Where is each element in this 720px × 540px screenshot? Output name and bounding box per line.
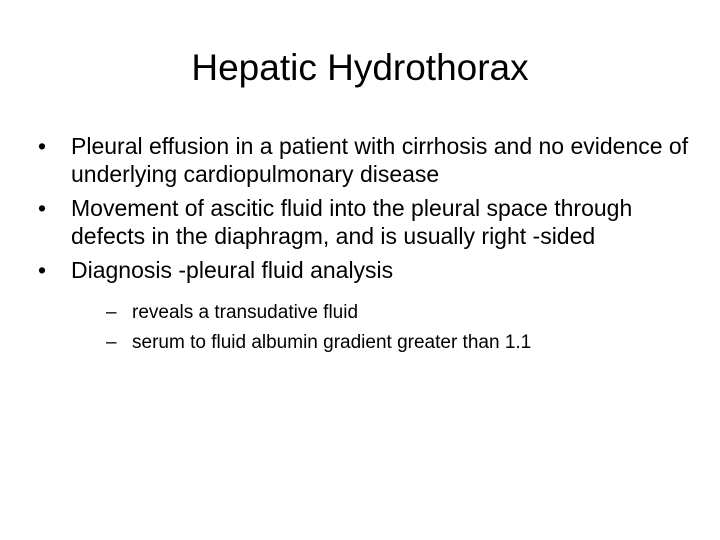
slide-title: Hepatic Hydrothorax (191, 47, 529, 88)
sub-bullet-text: reveals a transudative fluid (132, 302, 359, 323)
bullet-marker: • (38, 195, 47, 221)
bullet-item (36, 256, 696, 358)
sub-bullet-item (71, 298, 696, 328)
sub-bullet-marker: – (106, 332, 117, 353)
bullet-marker: • (38, 133, 47, 159)
sub-bullet-item (71, 328, 696, 358)
sub-bullet-list (71, 298, 696, 358)
sub-bullet-marker: – (106, 302, 117, 323)
bullet-text: Pleural effusion in a patient with cirrhosis and no evidence of underlying cardiopulmonary disease (71, 133, 689, 187)
bullet-text: Diagnosis -pleural fluid analysis (71, 257, 394, 283)
bullet-text: Movement of ascitic fluid into the pleural space through defects in the diaphragm, and is usually right -sided (71, 195, 633, 249)
bullet-item (36, 132, 696, 188)
bullet-item (36, 194, 696, 250)
sub-bullet-text: serum to fluid albumin gradient greater than 1.1 (132, 332, 532, 353)
bullet-marker: • (38, 257, 47, 283)
bullet-list (36, 132, 696, 364)
